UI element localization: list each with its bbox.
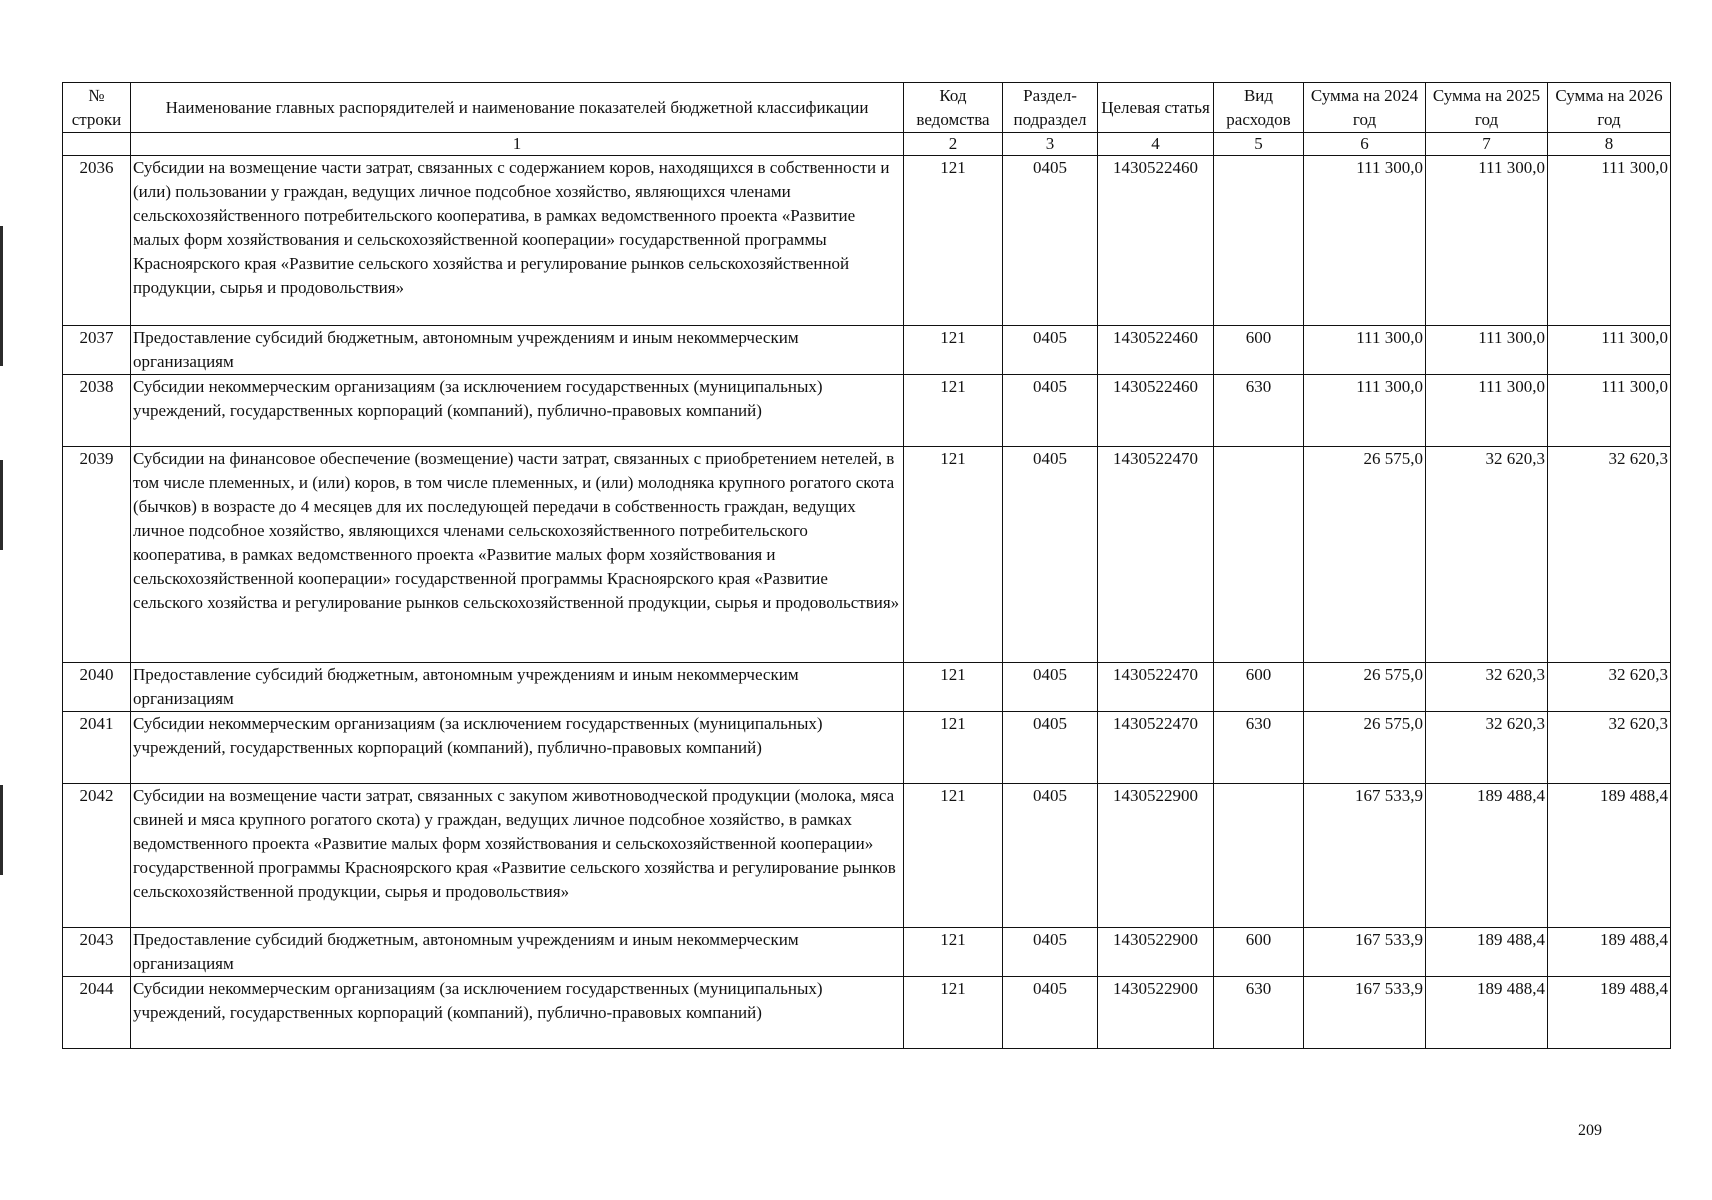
row-department-code: 121 xyxy=(904,712,1003,784)
header-section: Раздел-подраздел xyxy=(1003,83,1098,133)
row-section: 0405 xyxy=(1003,663,1098,712)
row-sum-2025: 189 488,4 xyxy=(1426,977,1548,1049)
row-sum-2024: 167 533,9 xyxy=(1304,784,1426,928)
row-department-code: 121 xyxy=(904,375,1003,447)
row-sum-2025: 111 300,0 xyxy=(1426,375,1548,447)
column-number: 8 xyxy=(1548,133,1671,156)
row-name: Субсидии некоммерческим организациям (за исключением государственных (муниципальных) учреждений, государственных корпораций (компаний), публично-правовых компаний) xyxy=(131,977,904,1049)
row-target-article: 1430522900 xyxy=(1098,977,1214,1049)
row-department-code: 121 xyxy=(904,447,1003,663)
row-expense-type xyxy=(1214,156,1304,326)
row-number: 2040 xyxy=(63,663,131,712)
row-name: Субсидии на возмещение части затрат, связанных с закупом животноводческой продукции (молока, мяса свиней и мяса крупного рогатого скота) у граждан, ведущих личное подсобное хозяйство, в рамках ведомственного проекта «Развитие малых форм хозяйствования и сельскохозяйственной кооперации» государственной программы Красноярского края «Развитие сельского хозяйства и регулирование рынков сельскохозяйственной продукции, сырья и продовольствия» xyxy=(131,784,904,928)
row-department-code: 121 xyxy=(904,784,1003,928)
row-expense-type: 600 xyxy=(1214,928,1304,977)
header-name: Наименование главных распорядителей и наименование показателей бюджетной классификации xyxy=(131,83,904,133)
row-section: 0405 xyxy=(1003,928,1098,977)
row-target-article: 1430522460 xyxy=(1098,326,1214,375)
row-number: 2042 xyxy=(63,784,131,928)
row-name: Предоставление субсидий бюджетным, автономным учреждениям и иным некоммерческим организациям xyxy=(131,663,904,712)
row-section: 0405 xyxy=(1003,712,1098,784)
row-sum-2024: 26 575,0 xyxy=(1304,712,1426,784)
row-name: Субсидии на возмещение части затрат, связанных с содержанием коров, находящихся в собственности и (или) пользовании у граждан, ведущих личное подсобное хозяйство, являющихся членами сельскохозяйственного потребительского кооператива, в рамках ведомственного проекта «Развитие малых форм хозяйствования и сельскохозяйственной кооперации» государственной программы Красноярского края «Развитие сельского хозяйства и регулирование рынков сельскохозяйственной продукции, сырья и продовольствия» xyxy=(131,156,904,326)
column-number-row xyxy=(63,133,1671,156)
row-sum-2025: 189 488,4 xyxy=(1426,928,1548,977)
row-sum-2026: 32 620,3 xyxy=(1548,447,1671,663)
row-target-article: 1430522900 xyxy=(1098,784,1214,928)
column-number: 6 xyxy=(1304,133,1426,156)
row-expense-type xyxy=(1214,784,1304,928)
row-department-code: 121 xyxy=(904,326,1003,375)
column-number: 7 xyxy=(1426,133,1548,156)
header-expense-type: Вид расходов xyxy=(1214,83,1304,133)
row-sum-2025: 32 620,3 xyxy=(1426,447,1548,663)
column-number-blank xyxy=(63,133,131,156)
row-name: Предоставление субсидий бюджетным, автономным учреждениям и иным некоммерческим организациям xyxy=(131,326,904,375)
row-sum-2025: 111 300,0 xyxy=(1426,156,1548,326)
row-sum-2026: 189 488,4 xyxy=(1548,784,1671,928)
budget-table xyxy=(62,82,1671,1049)
row-section: 0405 xyxy=(1003,326,1098,375)
table-row xyxy=(63,784,1671,928)
row-section: 0405 xyxy=(1003,784,1098,928)
row-number: 2041 xyxy=(63,712,131,784)
table-header-row xyxy=(63,83,1671,133)
row-sum-2024: 26 575,0 xyxy=(1304,663,1426,712)
table-row xyxy=(63,326,1671,375)
header-sum-2026: Сумма на 2026 год xyxy=(1548,83,1671,133)
row-expense-type: 630 xyxy=(1214,712,1304,784)
table-row xyxy=(63,663,1671,712)
column-number: 4 xyxy=(1098,133,1214,156)
row-target-article: 1430522460 xyxy=(1098,156,1214,326)
row-department-code: 121 xyxy=(904,928,1003,977)
table-row xyxy=(63,977,1671,1049)
row-number: 2037 xyxy=(63,326,131,375)
row-section: 0405 xyxy=(1003,447,1098,663)
row-department-code: 121 xyxy=(904,977,1003,1049)
row-number: 2044 xyxy=(63,977,131,1049)
header-sum-2024: Сумма на 2024 год xyxy=(1304,83,1426,133)
row-name: Субсидии некоммерческим организациям (за исключением государственных (муниципальных) учреждений, государственных корпораций (компаний), публично-правовых компаний) xyxy=(131,712,904,784)
row-expense-type: 600 xyxy=(1214,663,1304,712)
row-sum-2026: 111 300,0 xyxy=(1548,375,1671,447)
table-row xyxy=(63,375,1671,447)
header-target-article: Целевая статья xyxy=(1098,83,1214,133)
row-target-article: 1430522470 xyxy=(1098,447,1214,663)
column-number: 1 xyxy=(131,133,904,156)
row-section: 0405 xyxy=(1003,375,1098,447)
table-row xyxy=(63,712,1671,784)
row-number: 2043 xyxy=(63,928,131,977)
table-row xyxy=(63,156,1671,326)
row-department-code: 121 xyxy=(904,156,1003,326)
row-name: Субсидии на финансовое обеспечение (возмещение) части затрат, связанных с приобретением нетелей, в том числе племенных, и (или) коров, в том числе племенных, и (или) молодняка крупного рогатого скота (бычков) в возрасте до 4 месяцев для их последующей передачи в собственность граждан, ведущих личное подсобное хозяйство, являющихся членами сельскохозяйственного потребительского кооператива, в рамках ведомственного проекта «Развитие малых форм хозяйствования и сельскохозяйственной кооперации» государственной программы Красноярского края «Развитие сельского хозяйства и регулирование рынков сельскохозяйственной продукции, сырья и продовольствия» xyxy=(131,447,904,663)
row-sum-2024: 111 300,0 xyxy=(1304,326,1426,375)
row-target-article: 1430522900 xyxy=(1098,928,1214,977)
page-number: 209 xyxy=(1578,1122,1602,1139)
row-number: 2038 xyxy=(63,375,131,447)
row-sum-2024: 111 300,0 xyxy=(1304,375,1426,447)
header-sum-2025: Сумма на 2025 год xyxy=(1426,83,1548,133)
row-name: Предоставление субсидий бюджетным, автономным учреждениям и иным некоммерческим организациям xyxy=(131,928,904,977)
column-number: 2 xyxy=(904,133,1003,156)
row-target-article: 1430522460 xyxy=(1098,375,1214,447)
header-department-code: Код ведомства xyxy=(904,83,1003,133)
row-sum-2025: 189 488,4 xyxy=(1426,784,1548,928)
table-row xyxy=(63,928,1671,977)
row-sum-2025: 32 620,3 xyxy=(1426,663,1548,712)
row-section: 0405 xyxy=(1003,156,1098,326)
row-sum-2026: 111 300,0 xyxy=(1548,156,1671,326)
row-expense-type xyxy=(1214,447,1304,663)
row-sum-2026: 111 300,0 xyxy=(1548,326,1671,375)
row-sum-2026: 189 488,4 xyxy=(1548,977,1671,1049)
row-sum-2025: 111 300,0 xyxy=(1426,326,1548,375)
row-number: 2039 xyxy=(63,447,131,663)
table-row xyxy=(63,447,1671,663)
row-sum-2024: 111 300,0 xyxy=(1304,156,1426,326)
row-sum-2024: 167 533,9 xyxy=(1304,928,1426,977)
row-target-article: 1430522470 xyxy=(1098,712,1214,784)
row-sum-2026: 189 488,4 xyxy=(1548,928,1671,977)
row-number: 2036 xyxy=(63,156,131,326)
scan-margin-mark xyxy=(0,785,3,875)
column-number: 5 xyxy=(1214,133,1304,156)
row-target-article: 1430522470 xyxy=(1098,663,1214,712)
scan-margin-mark xyxy=(0,460,3,550)
row-sum-2024: 167 533,9 xyxy=(1304,977,1426,1049)
row-sum-2026: 32 620,3 xyxy=(1548,663,1671,712)
column-number: 3 xyxy=(1003,133,1098,156)
header-row-number: № строки xyxy=(63,83,131,133)
scan-margin-mark xyxy=(0,226,3,366)
row-expense-type: 600 xyxy=(1214,326,1304,375)
row-expense-type: 630 xyxy=(1214,375,1304,447)
row-section: 0405 xyxy=(1003,977,1098,1049)
row-name: Субсидии некоммерческим организациям (за исключением государственных (муниципальных) учреждений, государственных корпораций (компаний), публично-правовых компаний) xyxy=(131,375,904,447)
row-sum-2026: 32 620,3 xyxy=(1548,712,1671,784)
row-expense-type: 630 xyxy=(1214,977,1304,1049)
budget-sheet xyxy=(62,82,1671,1049)
row-department-code: 121 xyxy=(904,663,1003,712)
row-sum-2025: 32 620,3 xyxy=(1426,712,1548,784)
row-sum-2024: 26 575,0 xyxy=(1304,447,1426,663)
